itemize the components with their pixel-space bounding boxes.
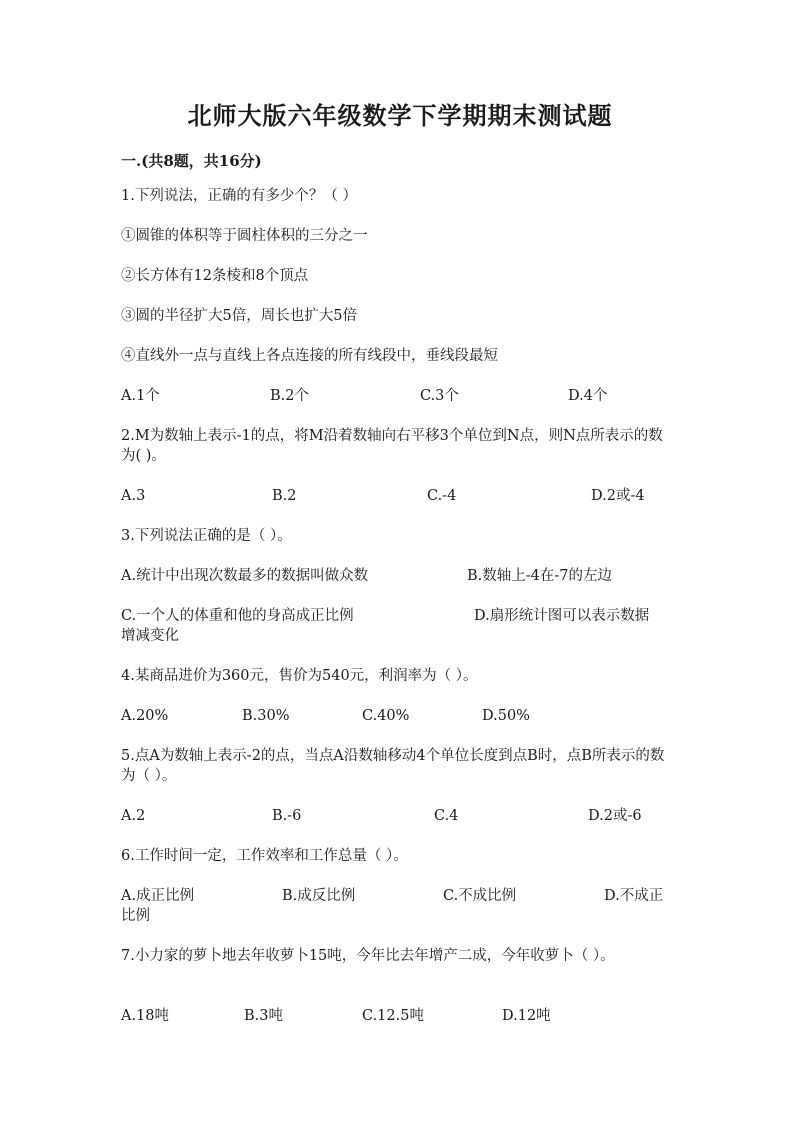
question-5-option-a: A.2 [121, 808, 146, 824]
question-1-statement-2: ②长方体有12条棱和8个顶点 [121, 268, 309, 284]
question-3-option-c: C.一个人的体重和他的身高成正比例 [121, 608, 354, 624]
question-3-option-a: A.统计中出现次数最多的数据叫做众数 [121, 568, 369, 584]
question-3-option-b: B.数轴上-4在-7的左边 [467, 568, 613, 584]
question-7-option-c: C.12.5吨 [362, 1008, 424, 1024]
question-7-option-b: B.3吨 [244, 1008, 283, 1024]
question-6-option-c: C.不成比例 [443, 888, 517, 904]
question-4-option-b: B.30% [242, 708, 290, 724]
question-6-option-d-continued: 比例 [121, 908, 150, 924]
question-7-option-a: A.18吨 [121, 1008, 170, 1024]
question-2-option-d: D.2或-4 [591, 488, 645, 504]
page-title: 北师大版六年级数学下学期期末测试题 [187, 101, 613, 130]
question-2-stem: 2.M为数轴上表示-1的点，将M沿着数轴向右平移3个单位到N点，则N点所表示的数为( )。 [121, 428, 663, 464]
question-3-option-d: D.扇形统计图可以表示数据 [474, 608, 650, 624]
question-7-option-d: D.12吨 [502, 1008, 551, 1024]
question-5-stem: 5.点A为数轴上表示-2的点，当点A沿数轴移动4个单位长度到点B时，点B所表示的数为（ ）。 [121, 748, 665, 784]
question-4-stem: 4.某商品进价为360元，售价为540元，利润率为（ ）。 [121, 668, 478, 684]
question-3-option-d-continued: 增减变化 [121, 628, 179, 644]
question-1-statement-1: ①圆锥的体积等于圆柱体积的三分之一 [121, 228, 368, 244]
question-1-statement-3: ③圆的半径扩大5倍，周长也扩大5倍 [121, 308, 357, 324]
question-3-stem: 3.下列说法正确的是（ ）。 [121, 528, 292, 544]
question-6-option-b: B.成反比例 [282, 888, 356, 904]
question-6-option-d: D.不成正 [604, 888, 664, 904]
question-1-option-c: C.3个 [420, 388, 459, 404]
question-1-option-a: A.1个 [121, 388, 160, 404]
question-2-option-b: B.2 [272, 488, 297, 504]
question-4-option-a: A.20% [121, 708, 169, 724]
question-2-option-c: C.-4 [427, 488, 457, 504]
question-6-stem: 6.工作时间一定，工作效率和工作总量（ ）。 [121, 848, 408, 864]
question-2-option-a: A.3 [121, 488, 146, 504]
question-1-option-b: B.2个 [270, 388, 309, 404]
question-4-option-d: D.50% [482, 708, 530, 724]
question-4-option-c: C.40% [362, 708, 410, 724]
question-1-statement-4: ④直线外一点与直线上各点连接的所有线段中，垂线段最短 [121, 348, 498, 364]
question-5-option-c: C.4 [434, 808, 459, 824]
question-5-option-d: D.2或-6 [588, 808, 642, 824]
question-7-stem: 7.小力家的萝卜地去年收萝卜15吨，今年比去年增产二成，今年收萝卜（ ）。 [121, 948, 615, 964]
question-6-option-a: A.成正比例 [121, 888, 195, 904]
question-1-stem: 1.下列说法，正确的有多少个？（ ） [121, 188, 357, 204]
section-heading: 一.(共8题，共16分) [121, 152, 262, 170]
question-5-option-b: B.-6 [272, 808, 302, 824]
question-1-option-d: D.4个 [568, 388, 608, 404]
